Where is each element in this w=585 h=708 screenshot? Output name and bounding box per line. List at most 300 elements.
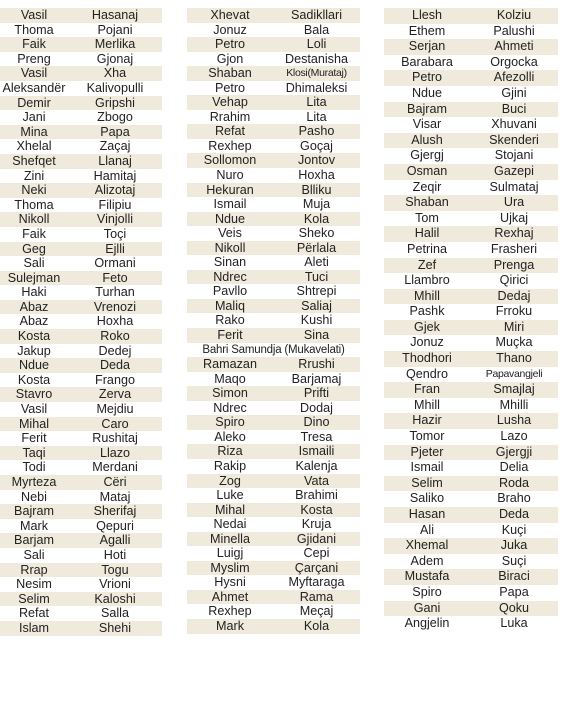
first-name: Barjam — [14, 533, 54, 548]
last-name: Delia — [499, 460, 529, 475]
first-name: Hazir — [412, 413, 442, 428]
first-name: Nikoll — [214, 240, 246, 255]
last-name: Dedej — [98, 343, 132, 358]
first-name: Ethem — [408, 23, 446, 38]
last-name: Gripshi — [95, 95, 135, 110]
name-row — [0, 300, 162, 315]
last-name: Toçi — [103, 226, 127, 241]
name-row — [0, 198, 162, 213]
name-row — [187, 226, 360, 241]
first-name: Thoma — [14, 22, 54, 37]
last-name: Merlika — [94, 37, 136, 52]
last-name: Gazepi — [494, 163, 534, 178]
first-name: Myrteza — [11, 475, 57, 489]
last-name: Blliku — [301, 182, 332, 197]
last-name: Dedaj — [497, 288, 531, 303]
name-row — [384, 367, 558, 383]
name-row — [384, 351, 558, 367]
last-name: Dhimaleksi — [285, 80, 348, 95]
name-row — [384, 8, 558, 24]
name-row — [384, 86, 558, 102]
name-row — [384, 226, 558, 242]
name-row — [187, 299, 360, 314]
first-name: Zeqir — [412, 179, 442, 194]
name-row — [0, 402, 162, 417]
name-row — [187, 415, 360, 430]
name-row — [0, 592, 162, 607]
name-row — [384, 133, 558, 149]
first-name: Angjelin — [404, 616, 450, 631]
name-row — [0, 548, 162, 563]
name-row — [0, 329, 162, 344]
name-row — [384, 382, 558, 398]
last-name: Zbogo — [97, 110, 133, 125]
name-row — [384, 616, 558, 632]
last-name: Loli — [306, 37, 327, 52]
last-name: Ormani — [94, 256, 136, 271]
name-row — [187, 459, 360, 474]
name-row — [0, 373, 162, 388]
last-name: Xha — [103, 66, 127, 81]
name-row — [0, 52, 162, 67]
last-name: Cëri — [103, 475, 127, 489]
full-name: Bahri Samundja (Mukavelati) — [202, 343, 345, 356]
first-name: Rakip — [213, 458, 247, 473]
first-name: Adem — [410, 553, 444, 568]
first-name: Fran — [414, 382, 440, 397]
first-name: Ismail — [213, 197, 247, 212]
name-row — [0, 519, 162, 534]
last-name: Frango — [95, 372, 135, 387]
first-name: Nedai — [213, 517, 247, 532]
first-name: Ndue — [214, 211, 246, 226]
last-name: Prenga — [493, 257, 535, 272]
name-row — [187, 517, 360, 532]
name-row — [187, 255, 360, 270]
name-row — [384, 476, 558, 492]
name-row — [384, 413, 558, 429]
last-name: Hamitaj — [93, 168, 137, 183]
name-row — [187, 561, 360, 576]
first-name: Tomor — [409, 429, 445, 444]
first-name: Vasil — [20, 66, 48, 81]
last-name: Roda — [498, 475, 530, 490]
last-name: Xhuvani — [491, 117, 537, 132]
first-name: Rrahim — [209, 109, 251, 124]
first-name: Geg — [22, 241, 46, 256]
first-name: Spiro — [215, 415, 245, 430]
last-name: Rama — [299, 589, 334, 604]
name-row — [384, 398, 558, 414]
first-name: Vasil — [20, 402, 48, 417]
first-name: Luigj — [216, 546, 244, 561]
first-name: Shefqet — [12, 153, 56, 168]
first-name: Alush — [411, 132, 443, 147]
first-name: Islam — [18, 620, 50, 635]
name-row — [384, 445, 558, 461]
last-name: Ismaili — [298, 444, 335, 459]
last-name: Braho — [497, 491, 531, 506]
last-name: Roko — [100, 329, 130, 344]
first-name: Kosta — [17, 329, 51, 344]
name-row — [187, 401, 360, 416]
last-name: Brahimi — [295, 488, 338, 503]
first-name: Ismail — [410, 460, 444, 475]
name-row — [384, 335, 558, 351]
last-name: Kaloshi — [94, 591, 136, 606]
last-name: Merdani — [92, 460, 138, 475]
last-name: Luka — [500, 616, 528, 631]
last-name: Kola — [303, 618, 330, 633]
first-name: Vasil — [20, 8, 48, 22]
last-name: Barjamaj — [291, 371, 342, 386]
name-row — [0, 110, 162, 125]
name-row — [384, 148, 558, 164]
first-name: Pashk — [409, 304, 445, 319]
last-name: Salla — [100, 606, 129, 621]
first-name: Bajram — [407, 101, 447, 116]
name-row — [0, 358, 162, 373]
name-row — [384, 24, 558, 40]
first-name: Luke — [216, 488, 244, 503]
first-name: Halil — [414, 226, 440, 241]
first-name: Xhelal — [16, 139, 52, 154]
first-name: Abaz — [19, 314, 49, 329]
first-name: Ferit — [217, 328, 243, 343]
first-name: Saliko — [409, 491, 445, 506]
first-name: Pavllo — [212, 284, 248, 299]
name-row — [384, 289, 558, 305]
last-name: Meçaj — [299, 604, 334, 619]
first-name: Mark — [20, 518, 48, 533]
name-row — [384, 39, 558, 55]
name-row — [187, 270, 360, 285]
last-name: Muja — [302, 197, 331, 212]
name-row — [384, 195, 558, 211]
name-row — [384, 304, 558, 320]
first-name: Zog — [219, 473, 241, 488]
last-name: Çarçani — [294, 560, 339, 575]
name-row — [0, 577, 162, 592]
last-name: Llanaj — [98, 153, 132, 168]
last-name: Cepi — [303, 546, 330, 561]
last-name: Kruja — [301, 517, 332, 532]
last-name: Ura — [503, 195, 525, 210]
last-name: Alizotaj — [94, 183, 136, 198]
first-name: Ndrec — [213, 400, 247, 415]
first-name: Jani — [22, 110, 46, 125]
name-row — [384, 211, 558, 227]
last-name: Dino — [303, 415, 330, 430]
name-row — [0, 431, 162, 446]
name-row — [0, 183, 162, 198]
first-name: Haki — [21, 285, 47, 300]
first-name: Simon — [212, 386, 248, 401]
first-name: Shaban — [405, 195, 449, 210]
last-name: Kola — [303, 211, 330, 226]
last-name: Caro — [101, 416, 129, 431]
first-name: Spiro — [412, 584, 442, 599]
last-name: Gjergji — [495, 444, 533, 459]
last-name: Gjonaj — [96, 51, 134, 66]
name-row — [0, 227, 162, 242]
first-name: Petrina — [407, 241, 447, 256]
name-row — [0, 96, 162, 111]
first-name: Pjeter — [410, 444, 444, 459]
name-row — [187, 546, 360, 561]
first-name: Thodhori — [402, 351, 452, 366]
first-name: Mihal — [214, 502, 246, 517]
name-row — [187, 139, 360, 154]
last-name: Qepuri — [96, 518, 134, 533]
first-name: Ramazan — [203, 357, 257, 372]
last-name: Thano — [496, 351, 532, 366]
last-name: Deda — [99, 358, 131, 373]
last-name: Ahmeti — [494, 39, 534, 54]
first-name: Sinan — [213, 255, 247, 270]
last-name: Kalenja — [295, 458, 338, 473]
name-row — [187, 52, 360, 67]
last-name: Gjini — [501, 85, 527, 100]
name-row — [0, 314, 162, 329]
last-name: Lita — [306, 109, 327, 124]
first-name: Nikoll — [18, 212, 50, 227]
first-name: Ali — [420, 522, 434, 537]
name-row — [384, 429, 558, 445]
last-name: Llazo — [99, 445, 131, 460]
name-row — [384, 102, 558, 118]
last-name: Dodaj — [300, 400, 333, 415]
name-row — [187, 168, 360, 183]
first-name: Minella — [210, 531, 250, 546]
last-name: Rrushi — [298, 357, 335, 372]
first-name: Abaz — [19, 299, 49, 314]
last-name: Ujkaj — [500, 210, 528, 225]
first-name: Zef — [417, 257, 437, 272]
first-name: Rexhep — [208, 138, 252, 153]
last-name: Vrenozi — [93, 299, 137, 314]
first-name: Jonuz — [213, 22, 247, 37]
name-row — [187, 212, 360, 227]
first-name: Ferit — [21, 431, 47, 446]
last-name: Afezolli — [493, 70, 535, 85]
name-row — [0, 563, 162, 578]
name-row — [187, 37, 360, 52]
first-name: Selim — [18, 591, 50, 606]
name-row — [0, 125, 162, 140]
name-row — [187, 153, 360, 168]
names-column-2 — [187, 8, 360, 634]
name-row — [0, 446, 162, 461]
names-column-1 — [0, 8, 162, 636]
last-name: Smajlaj — [493, 382, 535, 397]
last-name: Kuçi — [501, 522, 527, 537]
last-name: Goçaj — [300, 138, 333, 153]
last-name: Shtrepi — [296, 284, 337, 299]
name-row — [0, 81, 162, 96]
name-row — [384, 538, 558, 554]
last-name: Vata — [304, 473, 329, 488]
first-name: Hasan — [408, 507, 446, 521]
name-row — [384, 180, 558, 196]
first-name: Qendro — [405, 366, 448, 381]
first-name: Demir — [17, 95, 51, 110]
name-row — [187, 8, 360, 23]
last-name: Feto — [102, 270, 128, 285]
name-row — [384, 601, 558, 617]
last-name: Frroku — [495, 304, 533, 319]
last-name: Vrioni — [99, 577, 131, 592]
last-name: Aleti — [304, 255, 329, 270]
last-name: Palushi — [493, 23, 535, 38]
name-row — [187, 197, 360, 212]
name-row — [187, 343, 360, 358]
last-name: Turhan — [95, 285, 135, 300]
last-name: Sadikllari — [290, 8, 343, 22]
last-name: Biraci — [498, 569, 530, 584]
first-name: Mustafa — [404, 569, 450, 584]
first-name: Gjon — [216, 51, 244, 66]
first-name: Gjergj — [410, 148, 444, 163]
name-row — [384, 258, 558, 274]
name-row — [0, 344, 162, 359]
last-name: Sulmataj — [489, 179, 539, 194]
first-name: Xhemal — [405, 538, 449, 553]
name-row — [0, 606, 162, 621]
first-name: Ndrec — [213, 269, 247, 284]
name-row — [187, 95, 360, 110]
name-row — [187, 590, 360, 605]
last-name: Suçi — [501, 553, 527, 568]
name-row — [187, 183, 360, 198]
first-name: Riza — [217, 444, 243, 459]
last-name: Qoku — [498, 600, 530, 615]
first-name: Hysni — [214, 575, 246, 590]
last-name: Juka — [500, 538, 528, 553]
first-name: Veis — [218, 226, 242, 241]
name-row — [187, 81, 360, 96]
last-name: Tresa — [300, 429, 333, 444]
first-name: Tom — [415, 210, 439, 225]
last-name: Jontov — [297, 153, 336, 168]
last-name: Papa — [499, 584, 529, 599]
first-name: Mhill — [414, 397, 440, 412]
name-row — [187, 313, 360, 328]
last-name: Muçka — [495, 335, 533, 350]
name-row — [187, 503, 360, 518]
first-name: Sali — [23, 256, 45, 271]
first-name: Rrap — [20, 562, 48, 577]
first-name: Preng — [17, 51, 51, 66]
first-name: Llesh — [411, 8, 443, 22]
last-name: Pasho — [298, 124, 335, 139]
name-row — [384, 523, 558, 539]
first-name: Ndue — [18, 358, 50, 373]
last-name: Kolziu — [496, 8, 532, 22]
name-row — [0, 139, 162, 154]
name-row — [187, 328, 360, 343]
name-row — [187, 124, 360, 139]
name-row — [187, 386, 360, 401]
first-name: Hekuran — [206, 182, 254, 197]
first-name: Jonuz — [410, 335, 444, 350]
last-name: Vinjolli — [96, 212, 134, 227]
name-row — [384, 117, 558, 133]
last-name: Kalivopulli — [86, 80, 144, 95]
last-name: Papa — [100, 124, 130, 139]
name-row — [187, 474, 360, 489]
last-name: Përlala — [296, 240, 337, 255]
name-row — [384, 55, 558, 71]
last-name: Tuci — [304, 269, 329, 284]
names-column-3 — [384, 8, 558, 632]
last-name: Rexhaj — [494, 226, 534, 241]
last-name: Sina — [303, 328, 330, 343]
first-name: Sulejman — [7, 270, 61, 285]
name-row — [187, 357, 360, 372]
name-row — [0, 621, 162, 636]
name-row — [187, 430, 360, 445]
first-name: Xhevat — [210, 8, 250, 22]
last-name: Destanisha — [284, 51, 348, 66]
last-name: Gjidani — [296, 531, 337, 546]
first-name: Faik — [22, 37, 46, 52]
first-name: Neki — [21, 183, 47, 198]
first-name: Zini — [23, 168, 45, 183]
first-name: Kosta — [17, 372, 51, 387]
first-name: Maqo — [214, 371, 246, 386]
first-name: Mhill — [414, 288, 440, 303]
last-name: Miri — [503, 319, 525, 334]
name-row — [187, 532, 360, 547]
first-name: Gani — [413, 600, 441, 615]
first-name: Osman — [406, 163, 448, 178]
name-row — [0, 490, 162, 505]
last-name: Hasanaj — [91, 8, 139, 22]
name-row — [187, 444, 360, 459]
name-row — [0, 154, 162, 169]
name-row — [0, 256, 162, 271]
first-name: Petro — [214, 37, 246, 52]
last-name: Prifti — [303, 386, 330, 401]
first-name: Rexhep — [208, 604, 252, 619]
last-name: Skenderi — [489, 132, 539, 147]
first-name: Sollomon — [203, 153, 257, 168]
name-row — [384, 273, 558, 289]
name-row — [0, 285, 162, 300]
last-name: Buci — [501, 101, 527, 116]
name-row — [0, 387, 162, 402]
last-name: Mejdiu — [96, 402, 134, 417]
last-name: Lita — [306, 95, 327, 110]
first-name: Maliq — [214, 298, 246, 313]
last-name: Ejlli — [105, 241, 125, 256]
first-name: Jakup — [17, 343, 51, 358]
last-name: Sheko — [298, 226, 335, 241]
name-row — [0, 8, 162, 23]
name-row — [0, 271, 162, 286]
first-name: Serjan — [408, 39, 446, 54]
last-name: Rushitaj — [92, 431, 138, 446]
last-name: Agalli — [99, 533, 131, 548]
first-name: Shaban — [208, 66, 252, 81]
last-name: Klosi(Murataj) — [286, 67, 347, 80]
name-row — [187, 284, 360, 299]
first-name: Aleko — [214, 429, 246, 444]
last-name: Frasheri — [490, 241, 538, 256]
name-row — [384, 70, 558, 86]
name-row — [187, 23, 360, 38]
